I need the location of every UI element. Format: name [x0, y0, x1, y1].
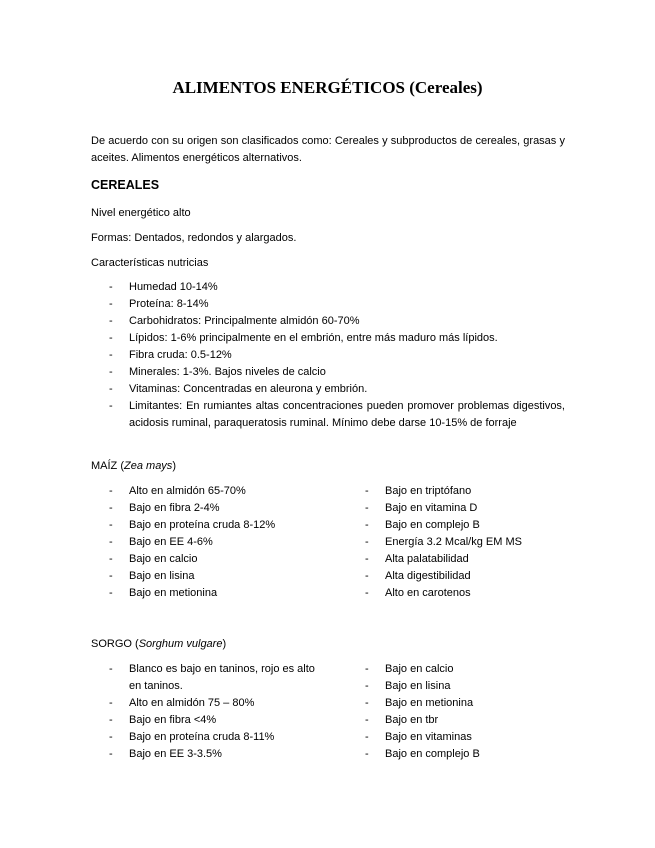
page-title: ALIMENTOS ENERGÉTICOS (Cereales)	[172, 78, 483, 97]
list-item: - Vitaminas: Concentradas en aleurona y embrión.	[91, 381, 565, 398]
list-item: - Alto en carotenos	[347, 585, 567, 602]
list-item: - Alta digestibilidad	[347, 568, 567, 585]
list-item: - Bajo en vitamina D	[347, 500, 567, 517]
list-item: - Bajo en fibra 2-4%	[91, 500, 341, 517]
list-item: - Bajo en calcio	[347, 661, 567, 678]
list-item: - Bajo en proteína cruda 8-11%	[91, 729, 341, 746]
sorgo-list-right	[347, 661, 567, 763]
list-item: - Alto en almidón 65-70%	[91, 483, 341, 500]
list-item: - Bajo en complejo B	[347, 746, 567, 763]
list-item: - Fibra cruda: 0.5-12%	[91, 347, 565, 364]
sorgo-scientific-name: Sorghum vulgare	[138, 638, 223, 650]
list-item: - Lípidos: 1-6% principalmente en el embrión, entre más maduro más lípidos.	[91, 330, 565, 347]
list-item: - Bajo en EE 3-3.5%	[91, 746, 341, 763]
list-item: - Carbohidratos: Principalmente almidón 60-70%	[91, 313, 565, 330]
list-item: - Minerales: 1-3%. Bajos niveles de calcio	[91, 364, 565, 381]
list-item: - Limitantes: En rumiantes altas concentraciones pueden promover problemas digestivos, acidosis ruminal, paraqueratosis ruminal. Mínimo debe darse 10-15% de forraje	[91, 398, 565, 432]
list-item: - Bajo en calcio	[91, 551, 341, 568]
list-item: - Blanco es bajo en taninos, rojo es alto en taninos.	[91, 661, 341, 695]
list-item: - Bajo en metionina	[91, 585, 341, 602]
nivel-energetico-text: Nivel energético alto	[91, 207, 191, 219]
list-item: - Bajo en metionina	[347, 695, 567, 712]
list-item: - Alto en almidón 75 – 80%	[91, 695, 341, 712]
section-title-cereales: CEREALES	[91, 178, 160, 192]
list-item: - Bajo en complejo B	[347, 517, 567, 534]
nutricias-list	[91, 279, 565, 432]
list-item: - Bajo en tbr	[347, 712, 567, 729]
maiz-subheading: MAÍZ (Zea mays)	[91, 460, 176, 472]
sorgo-list-left	[91, 661, 341, 763]
list-item: - Bajo en fibra <4%	[91, 712, 341, 729]
list-item: - Humedad 10-14%	[91, 279, 565, 296]
maiz-list-right	[347, 483, 567, 602]
list-item: - Bajo en proteína cruda 8-12%	[91, 517, 341, 534]
sorgo-name: SORGO	[91, 638, 132, 650]
caracteristicas-heading: Características nutricias	[91, 257, 209, 269]
list-item: - Bajo en lisina	[347, 678, 567, 695]
list-item: - Energía 3.2 Mcal/kg EM MS	[347, 534, 567, 551]
formas-text: Formas: Dentados, redondos y alargados.	[91, 232, 297, 244]
sorgo-subheading: SORGO (Sorghum vulgare)	[91, 638, 227, 650]
maiz-list-left	[91, 483, 341, 602]
list-item: - Bajo en EE 4-6%	[91, 534, 341, 551]
list-item: - Bajo en lisina	[91, 568, 341, 585]
list-item: - Proteína: 8-14%	[91, 296, 565, 313]
maiz-name: MAÍZ	[91, 460, 118, 472]
list-item: - Alta palatabilidad	[347, 551, 567, 568]
list-item: - Bajo en vitaminas	[347, 729, 567, 746]
maiz-scientific-name: Zea mays	[124, 460, 173, 472]
list-item: - Bajo en triptófano	[347, 483, 567, 500]
intro-paragraph: De acuerdo con su origen son clasificados como: Cereales y subproductos de cereales, grasas y aceites. Alimentos energéticos alternativos.	[91, 135, 565, 164]
